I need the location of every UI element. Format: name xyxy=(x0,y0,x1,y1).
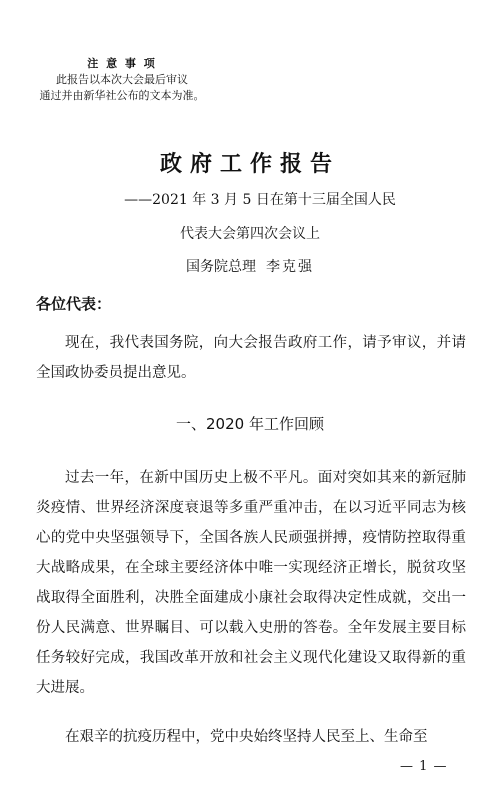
notice-line-2: 通过并由新华社公布的文本为准。 xyxy=(39,89,205,102)
author-role: 国务院总理 xyxy=(186,259,256,275)
notice-block xyxy=(32,56,212,104)
report-subtitle-line-2: 代表大会第四次会议上 xyxy=(180,226,320,242)
salutation: 各位代表： xyxy=(36,295,112,313)
notice-line-1: 此报告以本次大会最后审议 xyxy=(56,73,188,86)
page-number: — 1 — xyxy=(400,759,448,774)
paragraph-review: 过去一年，在新中国历史上极不平凡。面对突如其来的新冠肺炎疫情、世界经济深度衰退等多重严重冲击，在以习近平同志为核心的党中央坚强领导下，全国各族人民顽强拼搏，疫情防控取得重大战略成果，在全球主要经济体中唯一实现经济正增长，脱贫攻坚战取得全面胜利，决胜全面建成小康社会取得决定性成就，交出一份人民满意、世界瞩目、可以载入史册的答卷。全年发展主要目标任务较好完成，我国改革开放和社会主义现代化建设又取得新的重大进展。 xyxy=(36,470,466,696)
report-author xyxy=(0,257,500,277)
paragraph-intro: 现在，我代表国务院，向大会报告政府工作，请予审议，并请全国政协委员提出意见。 xyxy=(36,335,466,381)
section-heading: 一、2020 年工作回顾 xyxy=(176,415,324,433)
report-title: 政府工作报告 xyxy=(159,151,340,177)
report-subtitle-line-1: ——2021 年 3 月 5 日在第十三届全国人民 xyxy=(124,192,396,208)
author-name: 李克强 xyxy=(266,259,314,275)
notice-title: 注 意 事 项 xyxy=(87,57,157,70)
paragraph-continued: 在艰辛的抗疫历程中，党中央始终坚持人民至上、生命至 xyxy=(65,729,428,745)
